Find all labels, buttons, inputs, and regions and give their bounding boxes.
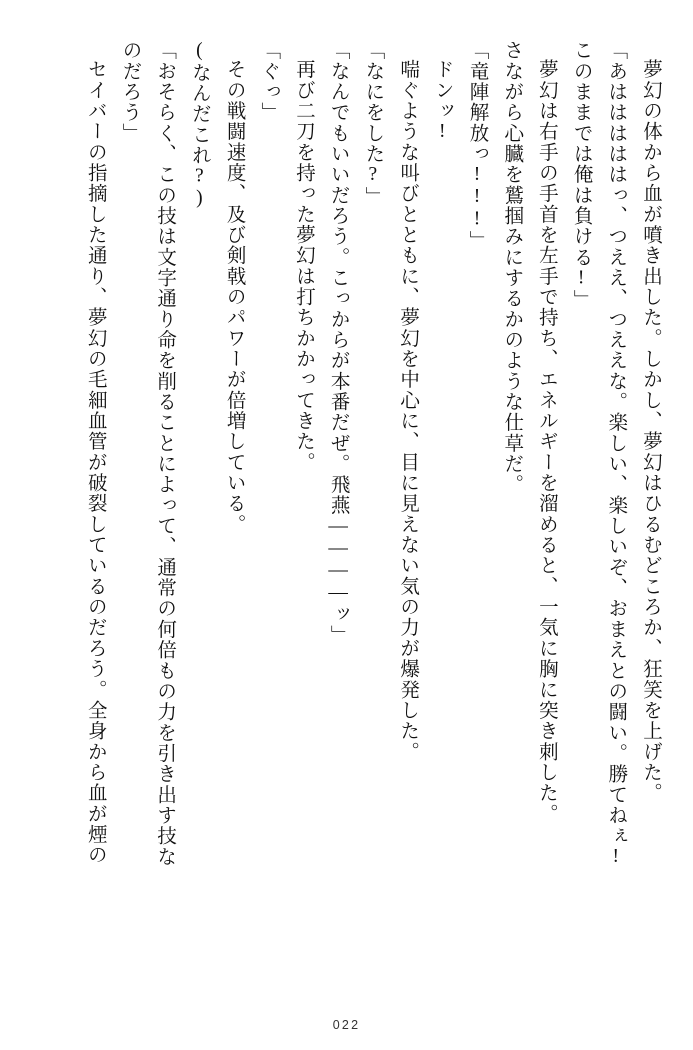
paragraph: ドンッ!: [431, 59, 453, 144]
paragraph: 夢幻の体から血が噴き出した。しかし、夢幻はひるむどころか、狂笑を上げた。: [640, 59, 661, 804]
paragraph: 「あはははははっ、つええ、つええな。楽しい、楽しいぞ、おまえとの闘い。勝てねぇ!: [605, 40, 627, 869]
paragraph: その戦闘速度、及び剣戟のパワーが倍増している。: [223, 59, 245, 535]
paragraph: さながら心臓を鷲掴みにするかのような仕草だ。: [501, 40, 523, 495]
paragraph: 喘ぐような叫びとともに、夢幻を中心に、目に見えない気の力が爆発した。: [397, 59, 419, 762]
paragraph: (なんだこれ?): [188, 40, 210, 210]
paragraph: 「なんでもいいだろう。こっからが本番だぜ。飛燕————ッ」: [327, 40, 349, 646]
paragraph: 「おそらく、この技は文字通り命を削ることによって、通常の何倍もの力を引き出す技な: [154, 40, 176, 867]
paragraph: このままでは俺は負ける!」: [570, 40, 592, 311]
paragraph: 「竜陣解放っ!!!」: [466, 40, 488, 252]
paragraph: 再び二刀を持った夢幻は打ちかかってきた。: [292, 59, 314, 473]
paragraph: 夢幻は右手の手首を左手で持ち、エネルギーを溜めると、一気に胸に突き刺した。: [535, 59, 557, 824]
vertical-text-body: [26, 40, 667, 994]
page-number: 022: [332, 1018, 361, 1032]
paragraph: のだろう」: [119, 40, 141, 144]
paragraph: セイバーの指摘した通り、夢幻の毛細血管が破裂しているのだろう。全身から血が煙の: [84, 59, 106, 866]
paragraph: 「ぐっ」: [258, 40, 280, 123]
paragraph: 「なにをした?」: [362, 40, 384, 207]
